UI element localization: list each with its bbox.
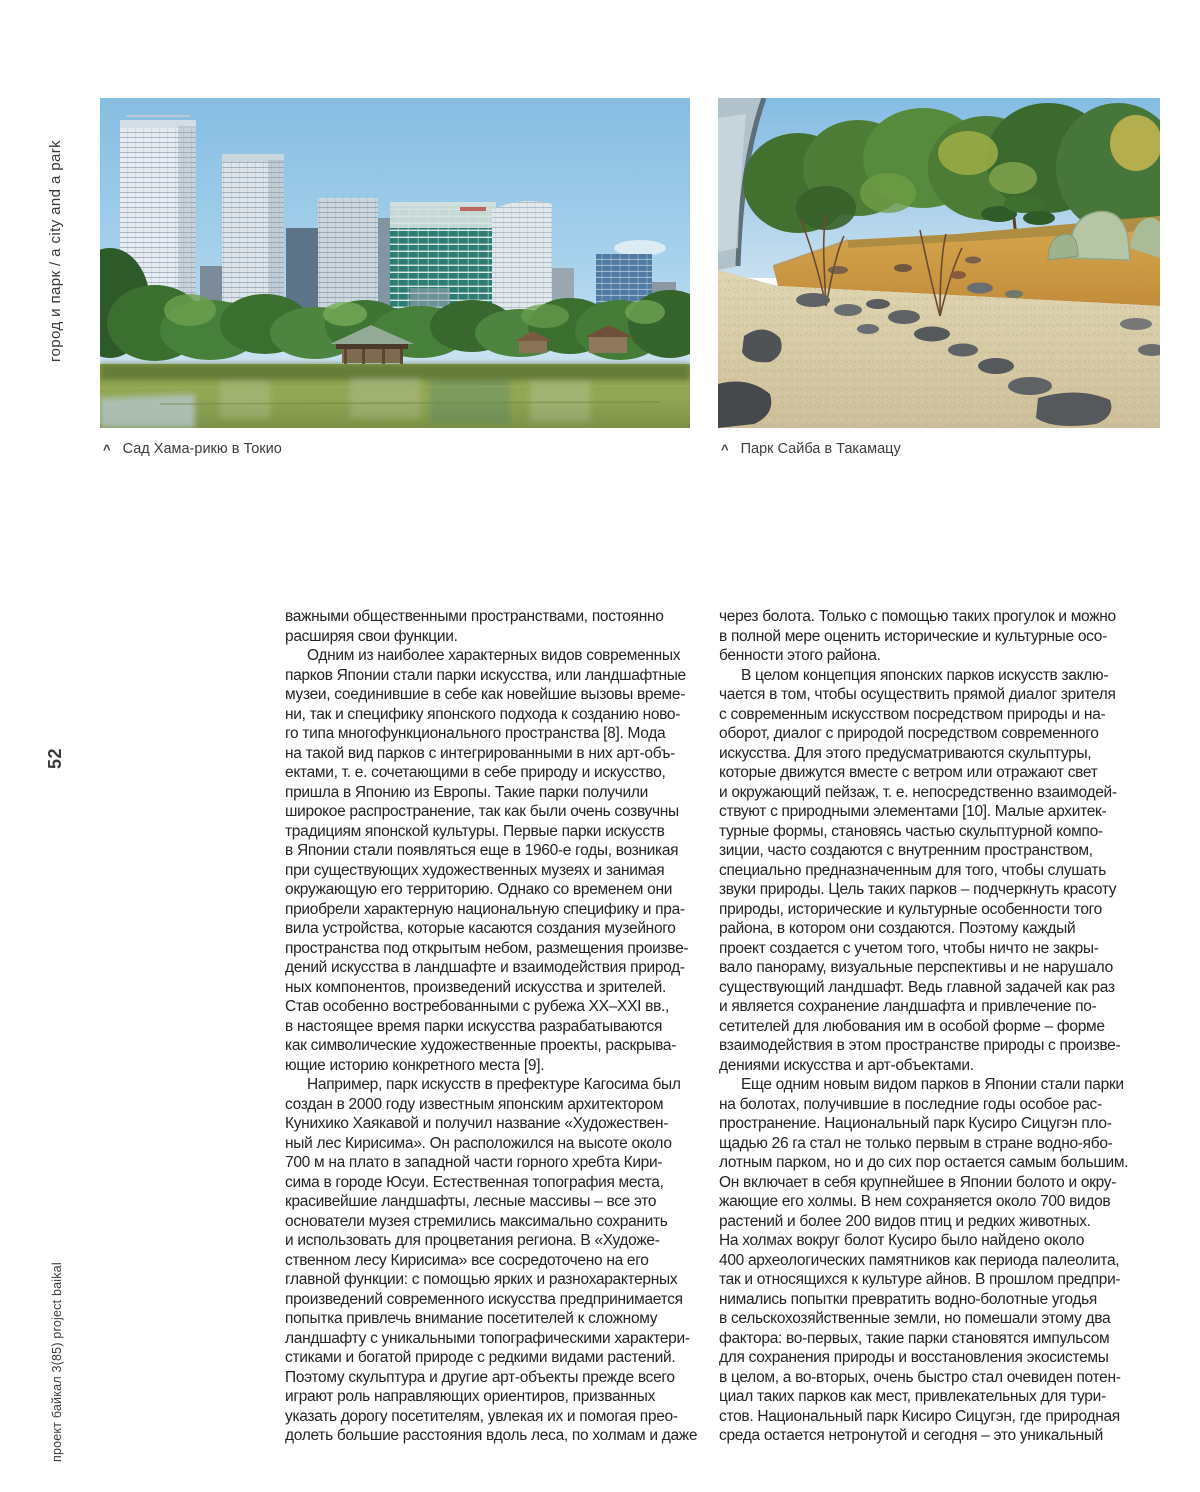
body-text-column-left xyxy=(285,607,703,1446)
photo-hamarikyu-tokyo xyxy=(100,98,690,428)
text-line: фактора: во-первых, такие парки становятся импульсом xyxy=(719,1329,1110,1347)
text-line: взаимодействия в этом пространстве природы с произве- xyxy=(719,1037,1121,1054)
text-line: указать дорогу посетителям, увлекая их и помогая прео- xyxy=(285,1407,678,1425)
text-line: звуки природы. Цель таких парков – подчеркнуть красоту xyxy=(719,881,1117,898)
text-line: дениями искусства и арт-объектами. xyxy=(719,1056,974,1074)
text-line: турные формы, становясь частью скульптурной компо- xyxy=(719,822,1103,840)
text-line: создан в 2000 году известным японским архитектором xyxy=(285,1095,664,1113)
text-line: пространение. Национальный парк Кусиро Сицугэн пло- xyxy=(719,1115,1112,1132)
text-line: го типа многофункционального пространства [8]. Мода xyxy=(285,725,666,742)
text-line: и является сохранение ландшафта и привлечение по- xyxy=(719,998,1097,1015)
body-text-column-right xyxy=(719,607,1140,1446)
text-line: Став особенно востребованными с рубежа XX–XXI вв., xyxy=(285,998,670,1015)
text-line: стов. Национальный парк Кисиро Сицугэн, где природная xyxy=(719,1407,1120,1425)
text-line: с современным искусством посредством природы и на- xyxy=(719,705,1106,723)
text-line: оборот, диалог с природой посредством современного xyxy=(719,725,1099,742)
text-line: расширяя свои функции. xyxy=(285,627,458,645)
text-line: растений и более 200 видов птиц и редких животных. xyxy=(719,1212,1091,1230)
text-line: дений искусства в ландшафте и взаимодействия природ- xyxy=(285,959,685,976)
text-line: через болота. Только с помощью таких прогулок и можно xyxy=(719,608,1116,625)
text-line: ни, так и специфику японского подхода к созданию ново- xyxy=(285,705,681,723)
text-line: играют роль направляющих ориентиров, призванных xyxy=(285,1388,656,1405)
text-line: Поэтому скульптура и другие арт-объекты прежде всего xyxy=(285,1368,675,1386)
text-line: долеть большие расстояния вдоль леса, по холмам и даже xyxy=(285,1427,698,1444)
text-line: на болотах, получившие в последние годы особое рас- xyxy=(719,1095,1102,1113)
photo-hamarikyu-illustration xyxy=(100,98,690,428)
text-line: щадью 26 га стал не только первым в стране водно-ябо- xyxy=(719,1134,1113,1152)
text-line: ных компонентов, произведений искусства и зрителей. xyxy=(285,978,666,996)
text-line: Например, парк искусств в префектуре Кагосима был xyxy=(307,1076,681,1093)
text-line: существующий ландшафт. Ведь главной задачей как раз xyxy=(719,978,1115,996)
text-line: 400 археологических памятников как периода палеолита, xyxy=(719,1251,1120,1269)
caption-text: Парк Сайба в Такамацу xyxy=(740,441,901,457)
text-line: искусства. Для этого предусматриваются скульптуры, xyxy=(719,744,1092,762)
text-line: На холмах вокруг болот Кусиро было найдено около xyxy=(719,1232,1085,1249)
text-line: для сохранения природы и восстановления экосистемы xyxy=(719,1349,1109,1366)
text-line: специально предназначенным для того, чтобы слушать xyxy=(719,861,1106,879)
text-line: Одним из наиболее характерных видов современных xyxy=(307,647,681,664)
text-line: окружающую его территорию. Однако со временем они xyxy=(285,881,673,898)
text-line: циал таких парков как мест, привлекательных для тури- xyxy=(719,1388,1106,1405)
text-line: в сельскохозяйственные земли, но помешали этому два xyxy=(719,1310,1111,1327)
text-line: широкое распространение, так как были очень созвучны xyxy=(285,803,679,820)
text-line: попытка привлечь внимание посетителей к сложному xyxy=(285,1310,658,1327)
text-line: стиками и богатой природе с редкими видами растений. xyxy=(285,1349,676,1366)
text-line: Еще одним новым видом парков в Японии стали парки xyxy=(741,1076,1124,1093)
text-line: Он включает в себя крупнейшее в Японии болото и окру- xyxy=(719,1173,1117,1191)
text-line: так и относящихся к культуре айнов. В прошлом предпри- xyxy=(719,1271,1121,1288)
text-line: которые движутся вместе с ветром или отражают свет xyxy=(719,764,1098,781)
text-line: традициям японской культуры. Первые парки искусств xyxy=(285,822,665,840)
text-line: в целом, а во-вторых, очень быстро стал очевиден потен- xyxy=(719,1368,1121,1386)
text-line: зиции, часто создаются с внутренним пространством, xyxy=(719,842,1093,859)
text-line: В целом концепция японских парков искусств заклю- xyxy=(741,666,1109,684)
text-line: среда остается нетронутой и сегодня – это уникальный xyxy=(719,1427,1104,1444)
text-line: музеи, соединившие в себе как новейшие вызовы време- xyxy=(285,686,686,703)
text-line: и использовать для процветания региона. В «Художе- xyxy=(285,1232,660,1249)
text-line: пришла в Японию из Европы. Такие парки получили xyxy=(285,783,648,801)
text-line: и окружающий пейзаж, т. е. непосредственно взаимодей- xyxy=(719,783,1117,801)
text-line: ствуют с природными элементами [10]. Малые архитек- xyxy=(719,803,1107,820)
text-line: произведений современного искусства предпринимается xyxy=(285,1290,683,1308)
text-line: в полной мере оценить исторические и культурные осо- xyxy=(719,627,1107,645)
text-line: природы, исторические и культурные особенности того xyxy=(719,900,1102,918)
text-line: сетителей для любования им в особой форме – форме xyxy=(719,1017,1105,1035)
text-line: красивейшие ландшафты, лесные массивы – все это xyxy=(285,1193,657,1210)
pond-water xyxy=(100,364,690,428)
text-line: ландшафту с уникальными топографическими характери- xyxy=(285,1329,690,1347)
page-number: 52 xyxy=(45,747,65,769)
journal-label-vertical: проект байкал 3(85) project baikal xyxy=(50,1262,64,1462)
text-line: сима в городе Юсуи. Естественная топография места, xyxy=(285,1173,664,1191)
caption-hamarikyu xyxy=(103,441,282,457)
text-line: 700 м на плато в западной части горного хребта Кири- xyxy=(285,1154,663,1171)
text-line: нимались попытки превратить водно-болотные угодья xyxy=(719,1290,1097,1308)
text-line: на такой вид парков с интегрированными в них арт-объ- xyxy=(285,744,676,762)
text-line: важными общественными пространствами, постоянно xyxy=(285,608,664,625)
text-line: пространства под открытым небом, размещения произве- xyxy=(285,939,689,957)
text-line: ственном лесу Кирисима» все сосредоточено на его xyxy=(285,1251,649,1269)
text-line: в настоящее время парки искусства разрабатываются xyxy=(285,1017,663,1035)
section-label-vertical: город и парк / a city and a park xyxy=(47,139,64,362)
text-line: ный лес Кирисима». Он расположился на высоте около xyxy=(285,1134,672,1152)
photo-saiba-illustration xyxy=(718,98,1160,428)
text-line: парков Японии стали парки искусства, или ландшафтные xyxy=(285,666,686,684)
caption-caret-icon: ^ xyxy=(103,442,111,457)
caption-text: Сад Хама-рикю в Токио xyxy=(122,441,282,457)
text-line: лотным парком, но и до сих пор остается самым большим. xyxy=(719,1154,1129,1171)
text-line: главной функции: с помощью ярких и разнохарактерных xyxy=(285,1271,678,1288)
text-line: жающие его холмы. В нем сохраняется около 700 видов xyxy=(719,1193,1111,1210)
caption-caret-icon: ^ xyxy=(721,442,729,457)
text-line: бенности этого района. xyxy=(719,647,881,664)
text-line: ектами, т. е. сочетающими в себе природу и искусство, xyxy=(285,764,666,781)
text-line: района, в котором они создаются. Поэтому каждый xyxy=(719,920,1076,937)
text-line: при существующих художественных музеях и занимая xyxy=(285,861,665,879)
text-line: как символические художественные проекты, раскрыва- xyxy=(285,1037,677,1054)
text-line: приобрели характерную национальную специфику и пра- xyxy=(285,900,685,918)
text-line: проект создается с учетом того, чтобы ничто не закры- xyxy=(719,939,1099,957)
text-line: Кунихико Хаякавой и получил название «Художествен- xyxy=(285,1115,669,1132)
photo-saiba-takamatsu xyxy=(718,98,1160,428)
text-line: вила устройства, которые касаются создания музейного xyxy=(285,920,676,937)
text-line: в Японии стали появляться еще в 1960-е годы, возникая xyxy=(285,842,679,859)
text-line: основатели музея стремились максимально сохранить xyxy=(285,1212,668,1230)
caption-saiba xyxy=(721,441,901,457)
text-line: чается в том, чтобы осуществить прямой диалог зрителя xyxy=(719,686,1116,703)
text-line: вало панораму, визуальные перспективы и не нарушало xyxy=(719,959,1113,976)
text-line: ющие историю конкретного места [9]. xyxy=(285,1056,545,1074)
